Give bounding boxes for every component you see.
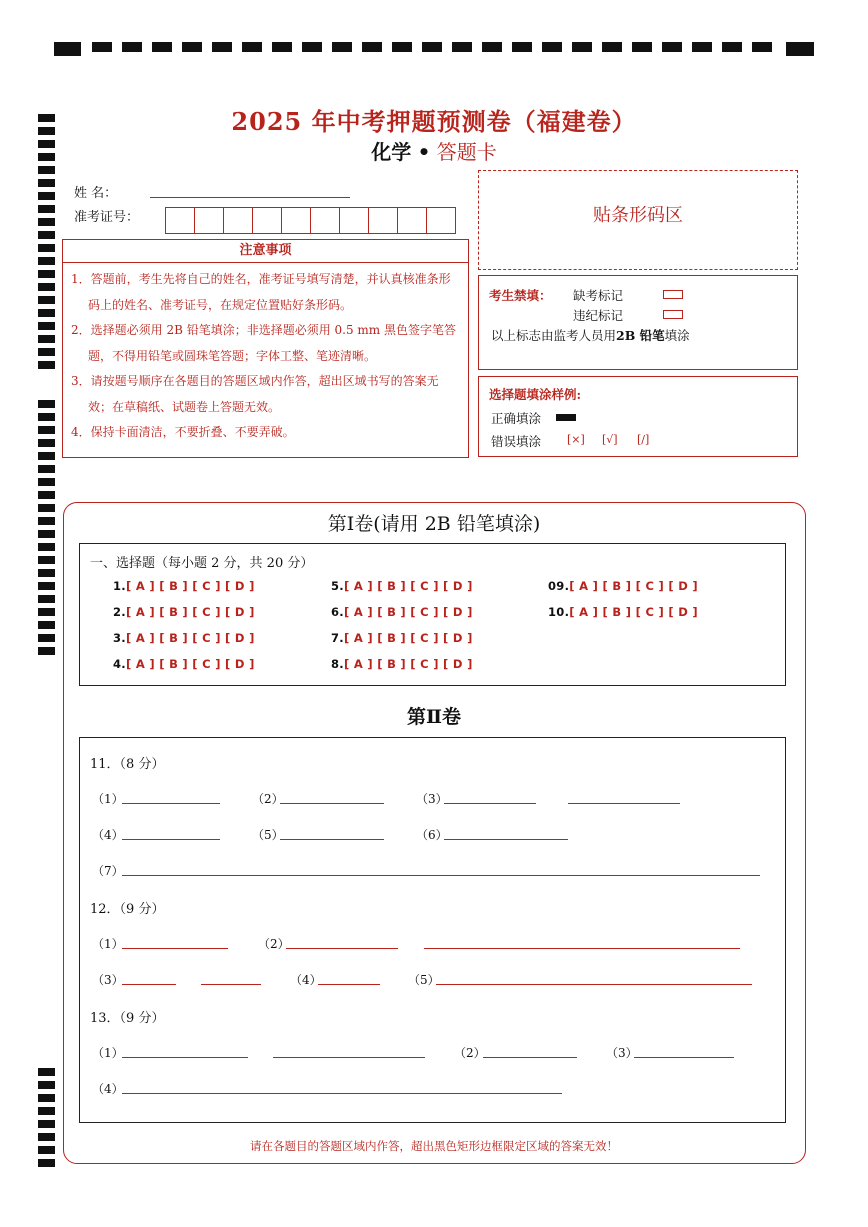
q-number: 4. (113, 657, 126, 671)
q-number: 09. (548, 579, 570, 593)
choice-section-title: 一、选择题（每小题 2 分，共 20 分） (90, 556, 314, 571)
exam-id-boxes[interactable] (166, 207, 456, 234)
absent-label: 缺考标记 (573, 288, 624, 303)
absent-mark-box[interactable] (663, 290, 683, 299)
answer-line[interactable] (436, 984, 752, 985)
blank-label: （3） (606, 1046, 638, 1060)
answer-line[interactable] (318, 984, 380, 985)
choice-row[interactable] (331, 605, 473, 619)
forbid-title: 考生禁填： (489, 288, 552, 303)
blank-label: （5） (408, 973, 440, 987)
answer-line[interactable] (568, 803, 680, 804)
page-title: 2025 年中考押题预测卷（福建卷） (231, 107, 637, 136)
q-options[interactable]: [ A ] [ B ] [ C ] [ D ] (343, 657, 473, 671)
violation-mark-box[interactable] (663, 310, 683, 319)
barcode-area (478, 170, 798, 270)
wrong-label: 错误填涂 (491, 434, 542, 449)
forbid-note-bold: 2B 铅笔 (616, 328, 665, 343)
name-label: 姓 名： (74, 186, 118, 201)
choice-row[interactable] (113, 605, 255, 619)
answer-line[interactable] (424, 948, 740, 949)
answer-line[interactable] (122, 875, 760, 876)
wrong-mark-check: [√] (602, 433, 618, 446)
answer-line[interactable] (634, 1057, 734, 1058)
notice-item: 2．选择题必须用 2B 铅笔填涂；非选择题必须用 0.5 mm 黑色签字笔答题，不得用铅笔或圆珠笔答题；字体工整、笔迹清晰。 (71, 323, 457, 363)
q-number: 5. (331, 579, 344, 593)
answer-line[interactable] (122, 984, 176, 985)
blank-label: （1） (92, 1046, 124, 1060)
choice-row[interactable] (331, 579, 473, 593)
blank-label: （1） (92, 937, 124, 951)
answer-line[interactable] (444, 803, 536, 804)
notice-item: 4．保持卡面清洁，不要折叠、不要弄破。 (71, 425, 295, 439)
notice-item: 3．请按题号顺序在各题目的答题区域内作答，超出区域书写的答案无效；在草稿纸、试题卷上答题无效。 (71, 374, 439, 414)
blank-label: （4） (290, 973, 322, 987)
forbid-box (478, 275, 798, 370)
choice-row[interactable] (548, 605, 698, 619)
q-number: 1. (113, 579, 126, 593)
correct-label: 正确填涂 (491, 411, 542, 426)
answer-line[interactable] (483, 1057, 577, 1058)
q-number: 6. (331, 605, 344, 619)
correct-fill-sample (556, 414, 576, 421)
q-number: 7. (331, 631, 344, 645)
page-subtitle (0, 136, 868, 165)
sample-title: 选择题填涂样例: (489, 387, 582, 402)
notice-title: 注意事项 (63, 240, 468, 263)
blank-label: （6） (416, 828, 448, 842)
answer-line[interactable] (444, 839, 568, 840)
choice-row[interactable] (113, 631, 255, 645)
blank-label: （4） (92, 1082, 124, 1096)
q13-title: 13．（9 分） (90, 1011, 165, 1026)
answer-line[interactable] (201, 984, 261, 985)
choice-row[interactable] (548, 579, 698, 593)
q-options[interactable]: [ A ] [ B ] [ C ] [ D ] (125, 657, 255, 671)
forbid-note-pre: 以上标志由监考人员用 (491, 328, 617, 343)
subject-label: 化学 (371, 140, 412, 164)
q-options[interactable]: [ A ] [ B ] [ C ] [ D ] (343, 605, 473, 619)
notice-item: 1．答题前，考生先将自己的姓名，准考证号填写清楚，并认真核准条形码上的姓名、准考证号，在规定位置贴好条形码。 (71, 272, 451, 312)
choice-row[interactable] (331, 657, 473, 671)
forbid-note-post: 填涂 (664, 328, 690, 343)
q-options[interactable]: [ A ] [ B ] [ C ] [ D ] (125, 631, 255, 645)
part1-title: 第Ⅰ卷(请用 2B 铅笔填涂) (327, 513, 541, 535)
violation-label: 违纪标记 (573, 308, 624, 323)
answer-line[interactable] (286, 948, 398, 949)
answer-line[interactable] (122, 1093, 562, 1094)
blank-label: （5） (252, 828, 284, 842)
choice-box (79, 543, 786, 686)
q-options[interactable]: [ A ] [ B ] [ C ] [ D ] (343, 579, 473, 593)
answer-line[interactable] (122, 839, 220, 840)
q-options[interactable]: [ A ] [ B ] [ C ] [ D ] (569, 579, 698, 593)
blank-label: （4） (92, 828, 124, 842)
q-options[interactable]: [ A ] [ B ] [ C ] [ D ] (125, 579, 255, 593)
answer-line[interactable] (122, 803, 220, 804)
answer-line[interactable] (273, 1057, 425, 1058)
blank-label: （3） (416, 792, 448, 806)
part2-title: 第Ⅱ卷 (406, 706, 461, 728)
blank-label: （3） (92, 973, 124, 987)
separator-dot: • (417, 140, 431, 164)
choice-row[interactable] (113, 657, 255, 671)
q-options[interactable]: [ A ] [ B ] [ C ] [ D ] (569, 605, 698, 619)
forbid-note (491, 326, 690, 344)
sample-box (478, 376, 798, 457)
name-field[interactable] (150, 197, 350, 198)
barcode-label: 贴条形码区 (593, 205, 683, 226)
wrong-mark-slash: [/] (637, 433, 650, 446)
answer-line[interactable] (122, 1057, 248, 1058)
footer-warning: 请在各题目的答题区域内作答，超出黑色矩形边框限定区域的答案无效！ (250, 1139, 618, 1153)
choice-row[interactable] (331, 631, 473, 645)
q-options[interactable]: [ A ] [ B ] [ C ] [ D ] (125, 605, 255, 619)
exam-id-label: 准考证号： (74, 210, 140, 225)
notice-box (62, 239, 469, 458)
written-box (79, 737, 786, 1123)
answer-line[interactable] (122, 948, 228, 949)
q11-title: 11．（8 分） (90, 757, 165, 772)
q-number: 8. (331, 657, 344, 671)
q-number: 3. (113, 631, 126, 645)
answer-line[interactable] (280, 803, 384, 804)
blank-label: （2） (252, 792, 284, 806)
q-number: 2. (113, 605, 126, 619)
blank-label: （2） (454, 1046, 486, 1060)
q12-title: 12．（9 分） (90, 902, 165, 917)
blank-label: （1） (92, 792, 124, 806)
blank-label: （7） (92, 864, 124, 878)
q-options[interactable]: [ A ] [ B ] [ C ] [ D ] (343, 631, 473, 645)
choice-row[interactable] (113, 579, 255, 593)
q-number: 10. (548, 605, 570, 619)
blank-label: （2） (258, 937, 290, 951)
wrong-mark-x: [×] (567, 433, 585, 446)
card-label: 答题卡 (436, 140, 497, 164)
answer-line[interactable] (280, 839, 384, 840)
